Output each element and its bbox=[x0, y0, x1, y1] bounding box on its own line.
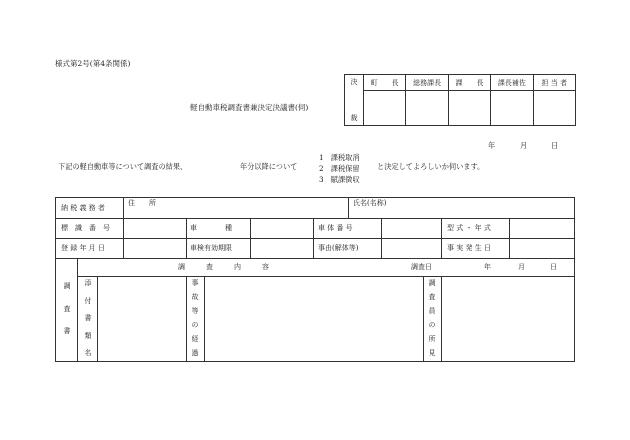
vehicle-type-field[interactable] bbox=[251, 219, 312, 237]
statement-text-1: 下記の軽自動車等について調査の結果、 bbox=[58, 162, 188, 171]
opinion-char-5: 所 bbox=[428, 335, 436, 343]
model-year-field[interactable] bbox=[510, 219, 574, 237]
survey-date-year: 年 bbox=[484, 263, 491, 271]
statement-text-3: と決定してよろしいか伺います。 bbox=[377, 162, 485, 171]
approval-side-bottom: 裁 bbox=[350, 114, 358, 122]
approval-side-top: 決 bbox=[350, 78, 358, 86]
surveyor-opinion-field[interactable] bbox=[442, 277, 574, 361]
name-field[interactable] bbox=[349, 199, 574, 217]
approval-head-assistant: 課長補佐 bbox=[491, 75, 533, 91]
registration-date-field[interactable] bbox=[124, 239, 185, 257]
stamp-space-assistant[interactable] bbox=[491, 91, 533, 126]
opinion-char-3: 員 bbox=[428, 307, 436, 315]
model-year-label: 型 式 ・ 年 式 bbox=[447, 224, 491, 232]
occurrence-date-field[interactable] bbox=[510, 239, 574, 257]
plate-number-label: 標 識 番 号 bbox=[61, 224, 110, 232]
inspection-expiry-label: 車検有効期限 bbox=[190, 244, 232, 252]
opinion-char-6: 見 bbox=[428, 349, 436, 357]
approval-head-staff: 担 当 者 bbox=[533, 75, 575, 91]
choice-cancel: 1 課税取消 bbox=[319, 153, 360, 162]
attached-documents-field[interactable] bbox=[98, 277, 185, 361]
reason-field[interactable] bbox=[382, 239, 440, 257]
survey-book-char-3: 書 bbox=[63, 327, 71, 335]
attached-char-3: 書 bbox=[84, 314, 92, 322]
approval-head-general-affairs: 総務課長 bbox=[406, 75, 448, 91]
name-label: 氏名(名称) bbox=[353, 199, 387, 207]
occurrence-date-label: 事 実 発 生 日 bbox=[447, 244, 491, 252]
choice-hold: 2 課税保留 bbox=[319, 164, 360, 173]
form-number: 様式第2号(第4条関係) bbox=[55, 59, 131, 68]
opinion-char-1: 調 bbox=[428, 279, 436, 287]
accident-history-field[interactable] bbox=[205, 277, 422, 361]
opinion-char-2: 査 bbox=[428, 293, 436, 301]
date-month: 月 bbox=[520, 141, 528, 150]
date-year: 年 bbox=[488, 141, 496, 150]
accident-char-3: 等 bbox=[191, 307, 199, 315]
approval-head-section-chief: 課 長 bbox=[448, 75, 490, 91]
stamp-space-section-chief[interactable] bbox=[448, 91, 490, 126]
body-number-label: 車 体 番 号 bbox=[318, 224, 353, 232]
survey-content-heading: 調 査 内 容 bbox=[178, 263, 269, 271]
attached-char-5: 名 bbox=[84, 349, 92, 357]
accident-history-label bbox=[189, 280, 201, 357]
stamp-space-staff[interactable] bbox=[533, 91, 575, 126]
accident-char-6: 過 bbox=[191, 349, 199, 357]
inspection-expiry-field[interactable] bbox=[251, 239, 312, 257]
vehicle-type-label: 車 種 bbox=[190, 224, 232, 232]
approval-head-mayor: 町 長 bbox=[364, 75, 406, 91]
approval-stamp-table bbox=[344, 74, 576, 126]
survey-date-month: 月 bbox=[518, 263, 525, 271]
opinion-char-4: の bbox=[428, 321, 436, 329]
survey-book-label bbox=[61, 283, 73, 335]
decision-choices bbox=[319, 152, 360, 185]
registration-date-label: 登 録 年 月 日 bbox=[61, 244, 105, 252]
accident-char-4: の bbox=[191, 321, 199, 329]
accident-char-1: 事 bbox=[191, 279, 199, 287]
taxpayer-label: 納 税 義 務 者 bbox=[61, 204, 105, 212]
document-title: 軽自動車税調査書兼決定決議書(伺) bbox=[190, 103, 309, 112]
approval-side-label bbox=[345, 75, 364, 126]
survey-date-label: 調査日 bbox=[411, 263, 432, 271]
attached-char-2: 付 bbox=[84, 296, 92, 305]
survey-main-table bbox=[55, 197, 575, 362]
stamp-space-general-affairs[interactable] bbox=[406, 91, 448, 126]
address-label: 住 所 bbox=[128, 199, 156, 207]
reason-label: 事由(解体等) bbox=[318, 244, 359, 252]
attached-char-4: 類 bbox=[84, 331, 92, 340]
attached-documents-label bbox=[82, 280, 94, 357]
body-number-field[interactable] bbox=[382, 219, 440, 237]
surveyor-opinion-label bbox=[426, 280, 438, 357]
plate-number-field[interactable] bbox=[124, 219, 185, 237]
accident-char-2: 故 bbox=[191, 293, 199, 301]
survey-book-char-1: 調 bbox=[63, 282, 71, 290]
address-field[interactable] bbox=[124, 199, 347, 217]
accident-char-5: 経 bbox=[191, 335, 199, 343]
survey-date-day: 日 bbox=[550, 263, 557, 271]
statement-text-2: 年分以降について bbox=[240, 162, 298, 171]
stamp-space-mayor[interactable] bbox=[364, 91, 406, 126]
survey-book-char-2: 査 bbox=[63, 304, 71, 313]
attached-char-1: 添 bbox=[84, 279, 92, 287]
choice-levy: 3 賦課徴収 bbox=[319, 175, 360, 184]
date-day: 日 bbox=[551, 141, 559, 150]
